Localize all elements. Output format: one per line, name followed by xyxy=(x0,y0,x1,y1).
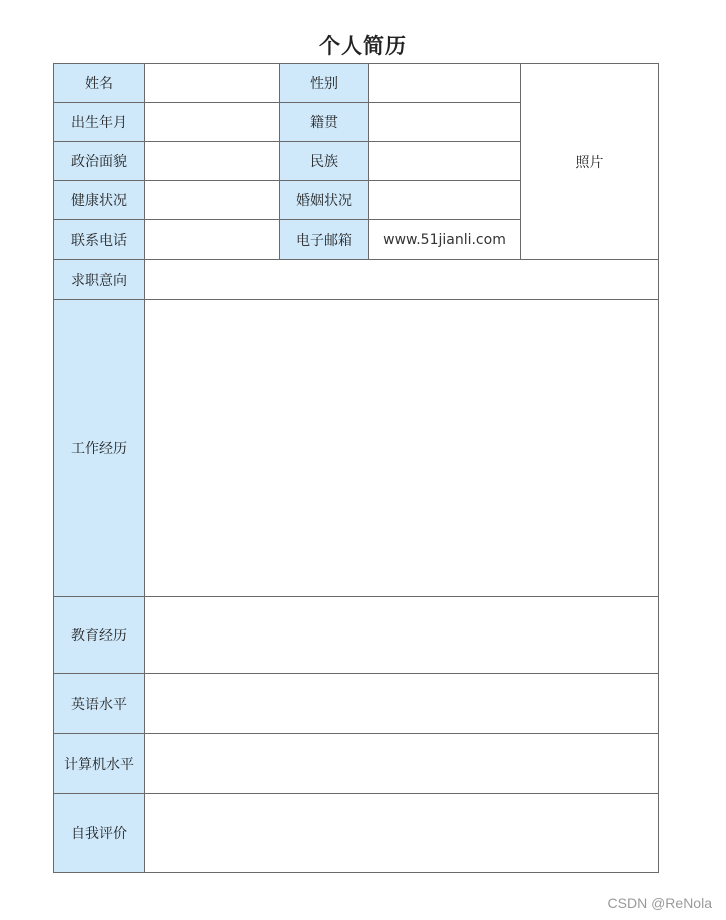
gender-field[interactable] xyxy=(369,64,521,103)
name-field[interactable] xyxy=(145,64,280,103)
political-status-field[interactable] xyxy=(145,142,280,181)
education-label: 教育经历 xyxy=(54,597,145,674)
health-label: 健康状况 xyxy=(54,181,145,220)
job-intention-field[interactable] xyxy=(145,260,659,300)
marital-status-label: 婚姻状况 xyxy=(280,181,369,220)
english-level-field[interactable] xyxy=(145,674,659,734)
native-place-label: 籍贯 xyxy=(280,103,369,142)
work-experience-field[interactable] xyxy=(145,300,659,597)
health-field[interactable] xyxy=(145,181,280,220)
education-field[interactable] xyxy=(145,597,659,674)
ethnicity-field[interactable] xyxy=(369,142,521,181)
work-experience-label: 工作经历 xyxy=(54,300,145,597)
gender-label: 性别 xyxy=(280,64,369,103)
political-status-label: 政治面貌 xyxy=(54,142,145,181)
ethnicity-label: 民族 xyxy=(280,142,369,181)
email-label: 电子邮箱 xyxy=(280,220,369,260)
english-level-label: 英语水平 xyxy=(54,674,145,734)
computer-level-field[interactable] xyxy=(145,734,659,794)
native-place-field[interactable] xyxy=(369,103,521,142)
photo-placeholder[interactable]: 照片 xyxy=(521,64,659,260)
phone-label: 联系电话 xyxy=(54,220,145,260)
computer-level-label: 计算机水平 xyxy=(54,734,145,794)
phone-field[interactable] xyxy=(145,220,280,260)
marital-status-field[interactable] xyxy=(369,181,521,220)
birth-field[interactable] xyxy=(145,103,280,142)
birth-label: 出生年月 xyxy=(54,103,145,142)
resume-table xyxy=(53,63,659,873)
job-intention-label: 求职意向 xyxy=(54,260,145,300)
name-label: 姓名 xyxy=(54,64,145,103)
watermark: CSDN @ReNola xyxy=(607,895,712,911)
self-evaluation-field[interactable] xyxy=(145,794,659,873)
email-field[interactable]: www.51jianli.com xyxy=(369,220,521,260)
self-evaluation-label: 自我评价 xyxy=(54,794,145,873)
page-title: 个人简历 xyxy=(319,33,407,58)
